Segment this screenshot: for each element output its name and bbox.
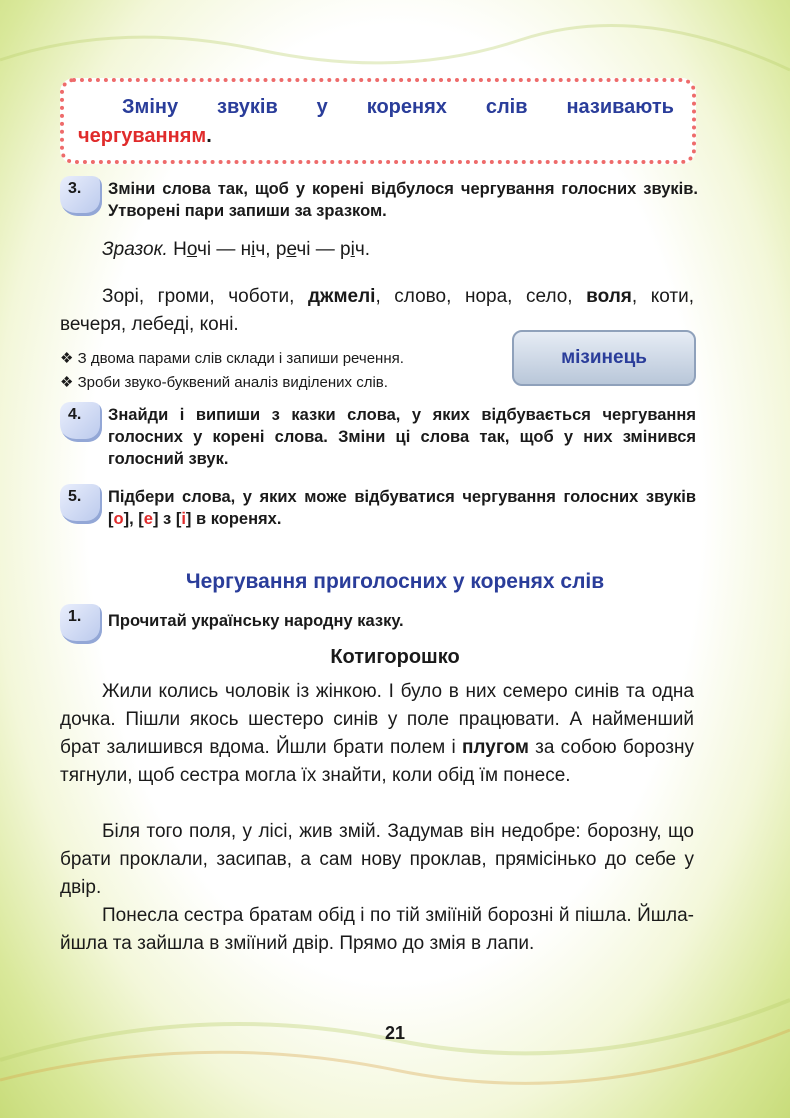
story-paragraph: Жили колись чоловік із жінкою. І було в них семеро синів та одна дочка. Пішли якось шестеро синів у поле працювати. А найменший брат залишився вдома. Йшли брати полем і плугом за собою борозну тягнули, щоб сестра могла їх знайти, коли обід їм понесе.	[60, 681, 694, 786]
bullet-list	[60, 347, 404, 395]
task-5	[60, 484, 700, 534]
task-number: 5.	[68, 488, 82, 505]
rule-line: Зміну звуків у коренях слів називають	[122, 96, 674, 118]
story-paragraph: Біля того поля, у лісі, жив змій. Задумав він недобре: борозну, що брати проклали, засипав, а сам нову проклав, прямісінько до себе у двір.	[60, 821, 694, 898]
word-scroll: мізинець	[512, 330, 696, 386]
task-text: Знайди і випиши з казки слова, у яких відбувається чергування голосних у корені слова. Зміни ці слова так, щоб у них змінився голосний звук.	[108, 406, 696, 468]
rule-term: чергуванням	[78, 125, 207, 147]
task-text: Зміни слова так, щоб у корені відбулося чергування голосних звуків. Утворені пари запиши за зразком.	[108, 180, 698, 220]
page-number: 21	[384, 1023, 406, 1043]
story-paragraph: Понесла сестра братам обід і по тій зміїній борозні й пішла. Йшла-йшла та зайшла в зміїний двір. Прямо до змія в лапи.	[60, 905, 694, 954]
task-1	[60, 604, 700, 640]
word-list: Зорі, громи, чоботи, джмелі, слово, нора, село, воля, коти, вечеря, лебеді, коні.	[60, 286, 695, 335]
bullet-item: ❖ Зроби звуко-буквений аналіз виділених слів.	[60, 374, 388, 391]
task-number: 3.	[68, 180, 82, 197]
task-text: Прочитай українську народну казку.	[108, 612, 404, 630]
task-text: Підбери слова, у яких може відбуватися чергування голосних звуків [о], [е] з [і] в коренях.	[108, 488, 696, 528]
task-number: 1.	[68, 608, 82, 625]
rule-term-line: чергуванням.	[78, 125, 212, 147]
example-line: Зразок. Ночі — ніч, речі — річ.	[102, 239, 371, 260]
story-title: Котигорошко	[330, 646, 460, 668]
task-4	[60, 402, 700, 474]
section-title: Чергування приголосних у коренях слів	[185, 570, 605, 593]
task-3	[60, 176, 700, 226]
bullet-item: ❖ З двома парами слів склади і запиши речення.	[60, 350, 404, 367]
task-number: 4.	[68, 406, 82, 423]
rule-box	[60, 78, 696, 164]
